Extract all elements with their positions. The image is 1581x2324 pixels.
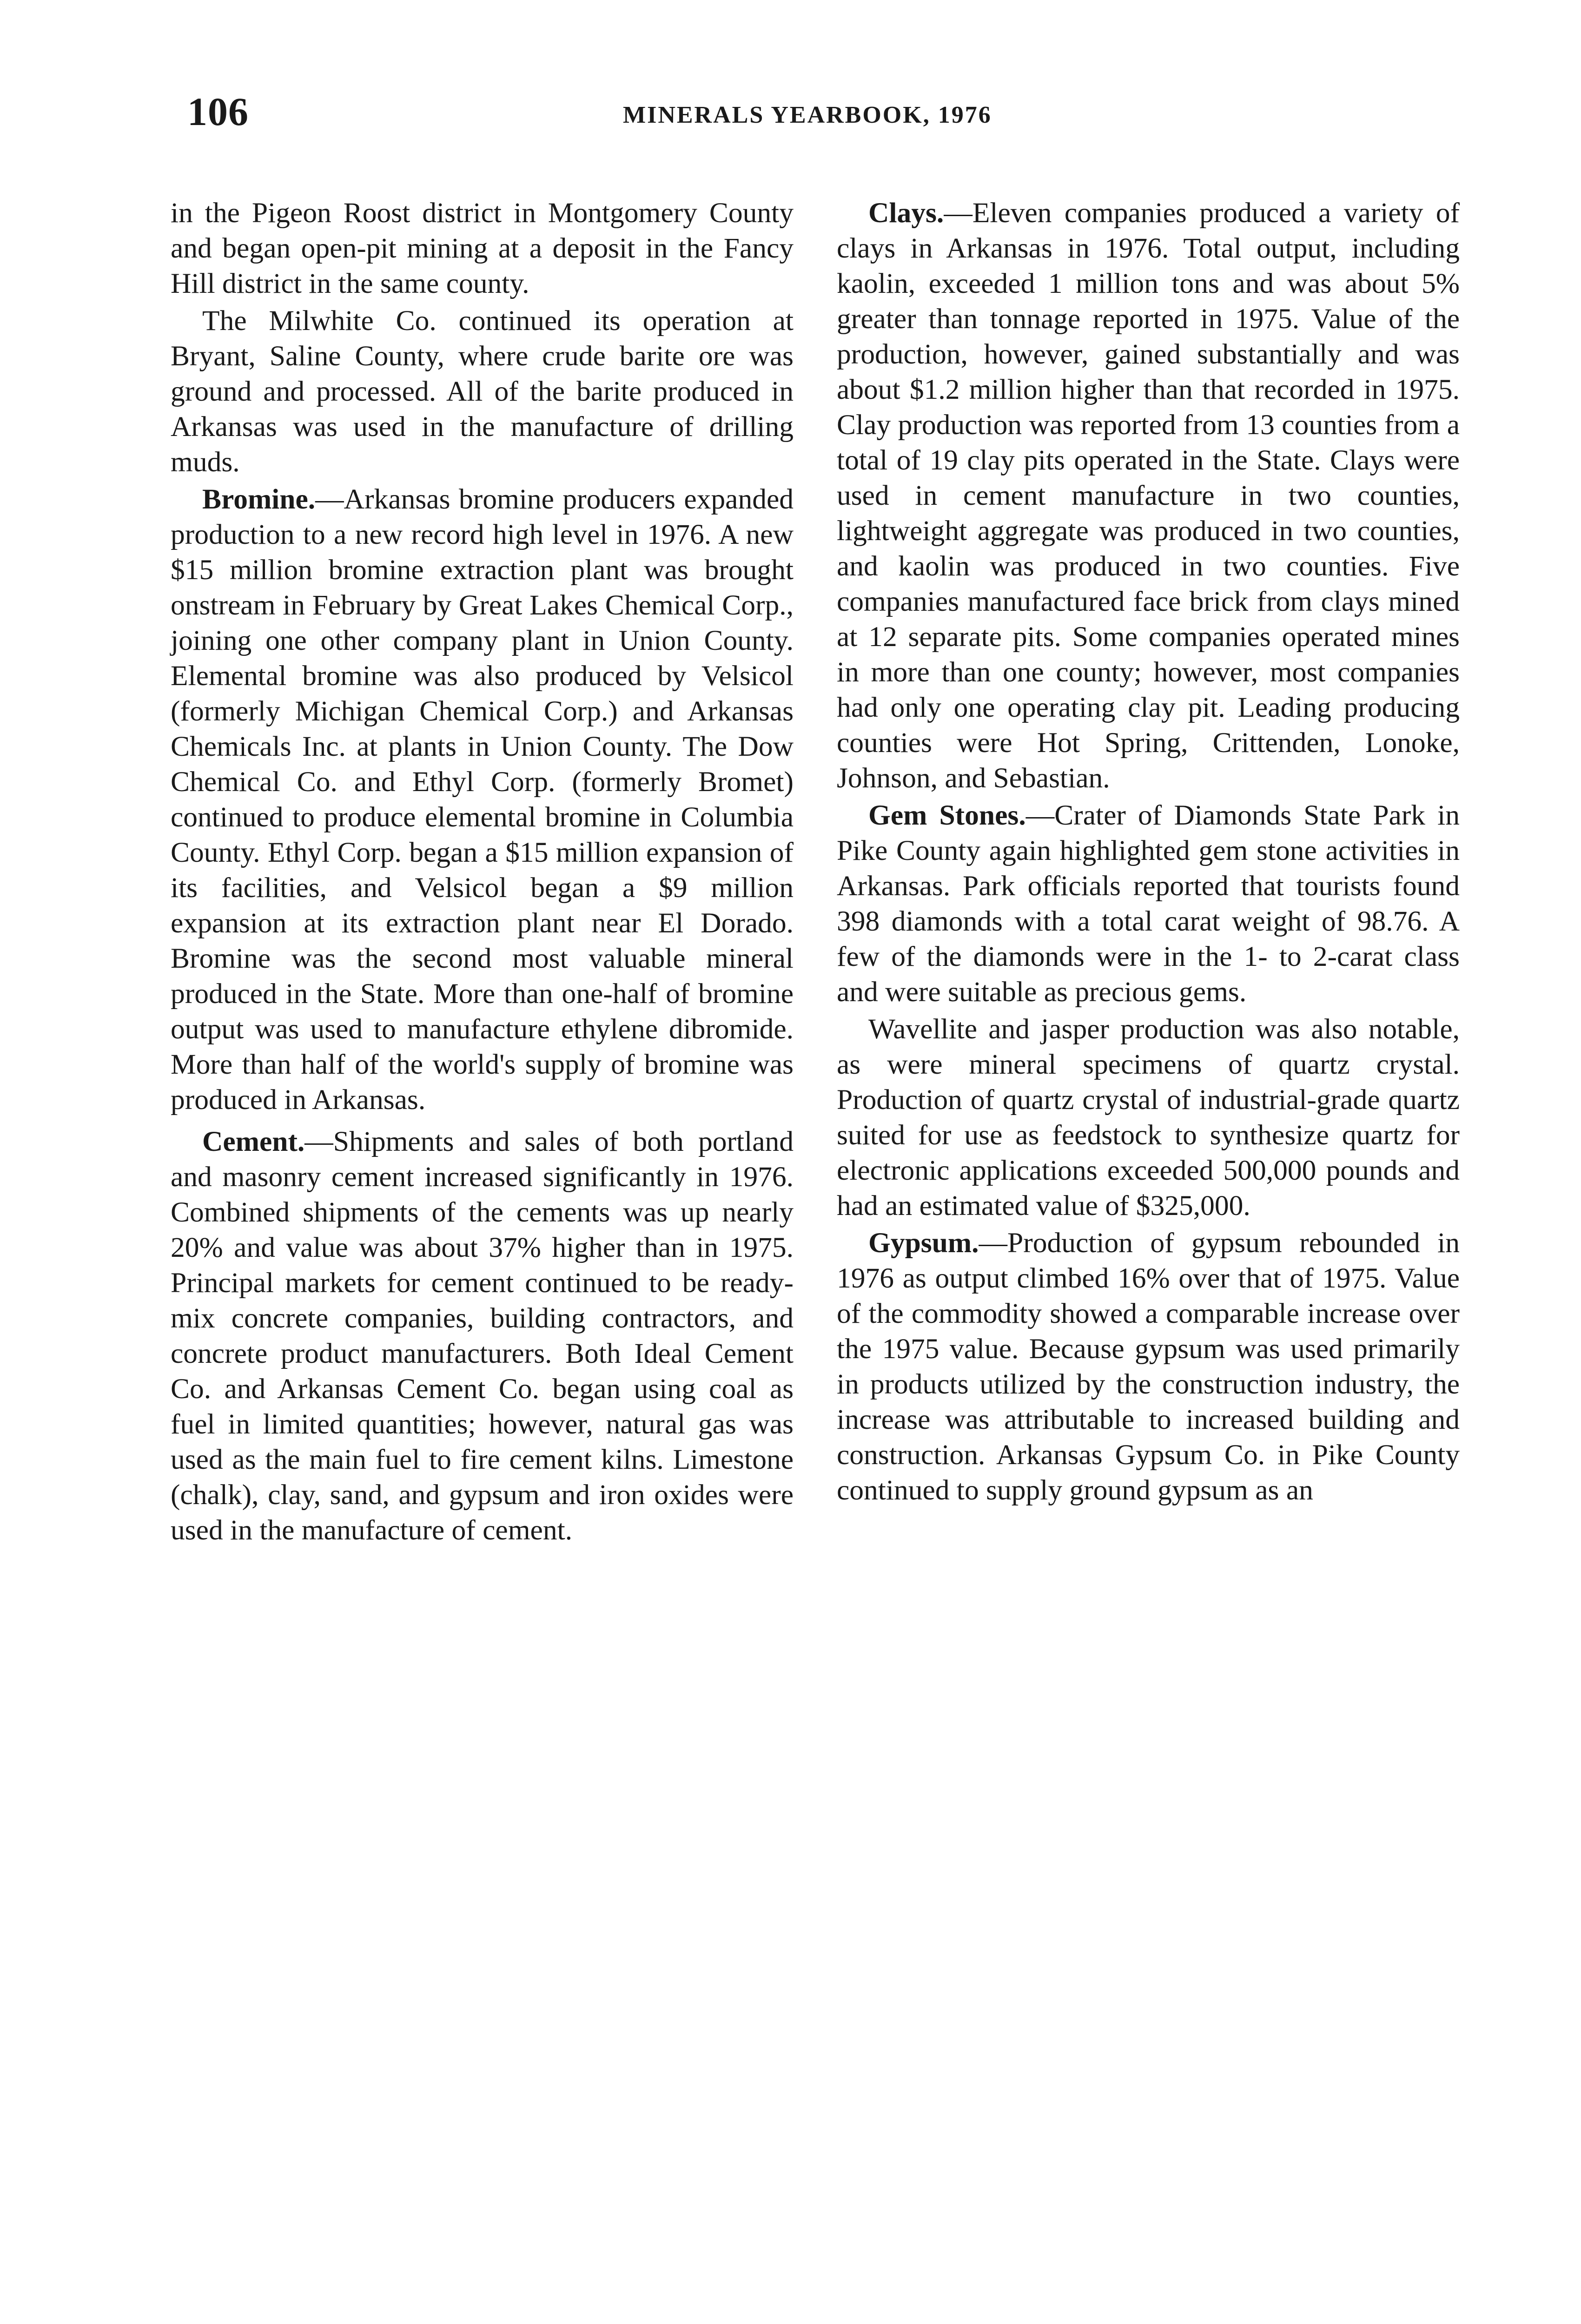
gem-stones-text: —Crater of Diamonds State Park in Pike County again highlighted gem stone activities in Arkansas. Park officials reported that tourists found 398 diamonds with a total carat weight of 98.76. A few of the diamonds were in the 1- to 2-carat class and were suitable as precious gems. — [837, 799, 1460, 1008]
clays-text: —Eleven companies produced a variety of clays in Arkansas in 1976. Total output, including kaolin, exceeded 1 million tons and was about 5% greater than tonnage reported in 1975. Value of the production, however, gained substantially and was about $1.2 million higher than that recorded in 1975. Clay production was reported from 13 counties from a total of 19 clay pits operated in the State. Clays were used in cement manufacture in two counties, lightweight aggregate was produced in two counties, and kaolin was produced in two counties. Five companies manufactured face brick from clays mined at 12 separate pits. Some companies operated mines in more than one county; however, most companies had only one operating clay pit. Leading producing counties were Hot Spring, Crittenden, Lonoke, Johnson, and Sebastian. — [837, 197, 1460, 794]
running-title: MINERALS YEARBOOK, 1976 — [623, 102, 992, 128]
gypsum-text: —Production of gypsum rebounded in 1976 as output climbed 16% over that of 1975. Value of the commodity showed a comparable increase over the 1975 value. Because gypsum was used primarily in products utilized by the construction industry, the increase was attributable to increased building and construction. Arkansas Gypsum Co. in Pike County continued to supply ground gypsum as an — [837, 1227, 1460, 1506]
gypsum-section — [837, 1225, 1460, 1508]
cement-text: —Shipments and sales of both portland and masonry cement increased significantly in 1976. Combined shipments of the cements was up nearly 20% and value was about 37% higher than in 1975. Principal markets for cement continued to be ready-mix concrete companies, building contractors, and concrete product manufacturers. Both Ideal Cement Co. and Arkansas Cement Co. began using coal as fuel in limited quantities; however, natural gas was used as the main fuel to fire cement kilns. Limestone (chalk), clay, sand, and gypsum and iron oxides were used in the manufacture of cement. — [171, 1126, 794, 1546]
cement-heading: Cement. — [202, 1126, 305, 1157]
barite-continuation-paragraph: in the Pigeon Roost district in Montgomery County and began open-pit mining at a deposit in the Fancy Hill district in the same county. — [171, 197, 794, 299]
gem-stones-heading: Gem Stones. — [868, 799, 1026, 831]
bromine-heading: Bromine. — [202, 483, 316, 515]
left-column — [171, 195, 794, 1548]
gem-stones-section — [837, 798, 1460, 1010]
wavellite-paragraph: Wavellite and jasper production was also notable, as were mineral specimens of quartz crystal. Production of quartz crystal of industrial-grade quartz suited for use as feedstock to synthesize quartz for electronic applications exceeded 500,000 pounds and had an estimated value of $325,000. — [837, 1013, 1460, 1221]
bromine-section — [171, 482, 794, 1117]
clays-heading: Clays. — [868, 197, 944, 229]
cement-section — [171, 1124, 794, 1548]
clays-section — [837, 195, 1460, 796]
milwhite-paragraph: The Milwhite Co. continued its operation at Bryant, Saline County, where crude barite ore was ground and processed. All of the barite produced in Arkansas was used in the manufacture of drilling muds. — [171, 305, 794, 478]
page-number: 106 — [187, 89, 249, 134]
right-column — [837, 195, 1460, 1508]
gypsum-heading: Gypsum. — [868, 1227, 979, 1259]
bromine-text: —Arkansas bromine producers expanded production to a new record high level in 1976. A new $15 million bromine extraction plant was brought onstream in February by Great Lakes Chemical Corp., joining one other company plant in Union County. Elemental bromine was also produced by Velsicol (formerly Michigan Chemical Corp.) and Arkansas Chemicals Inc. at plants in Union County. The Dow Chemical Co. and Ethyl Corp. (formerly Bromet) continued to produce elemental bromine in Columbia County. Ethyl Corp. began a $15 million expansion of its facilities, and Velsicol began a $9 million expansion at its extraction plant near El Dorado. Bromine was the second most valuable mineral produced in the State. More than one-half of bromine output was used to manufacture ethylene dibromide. More than half of the world's supply of bromine was produced in Arkansas. — [171, 483, 794, 1116]
